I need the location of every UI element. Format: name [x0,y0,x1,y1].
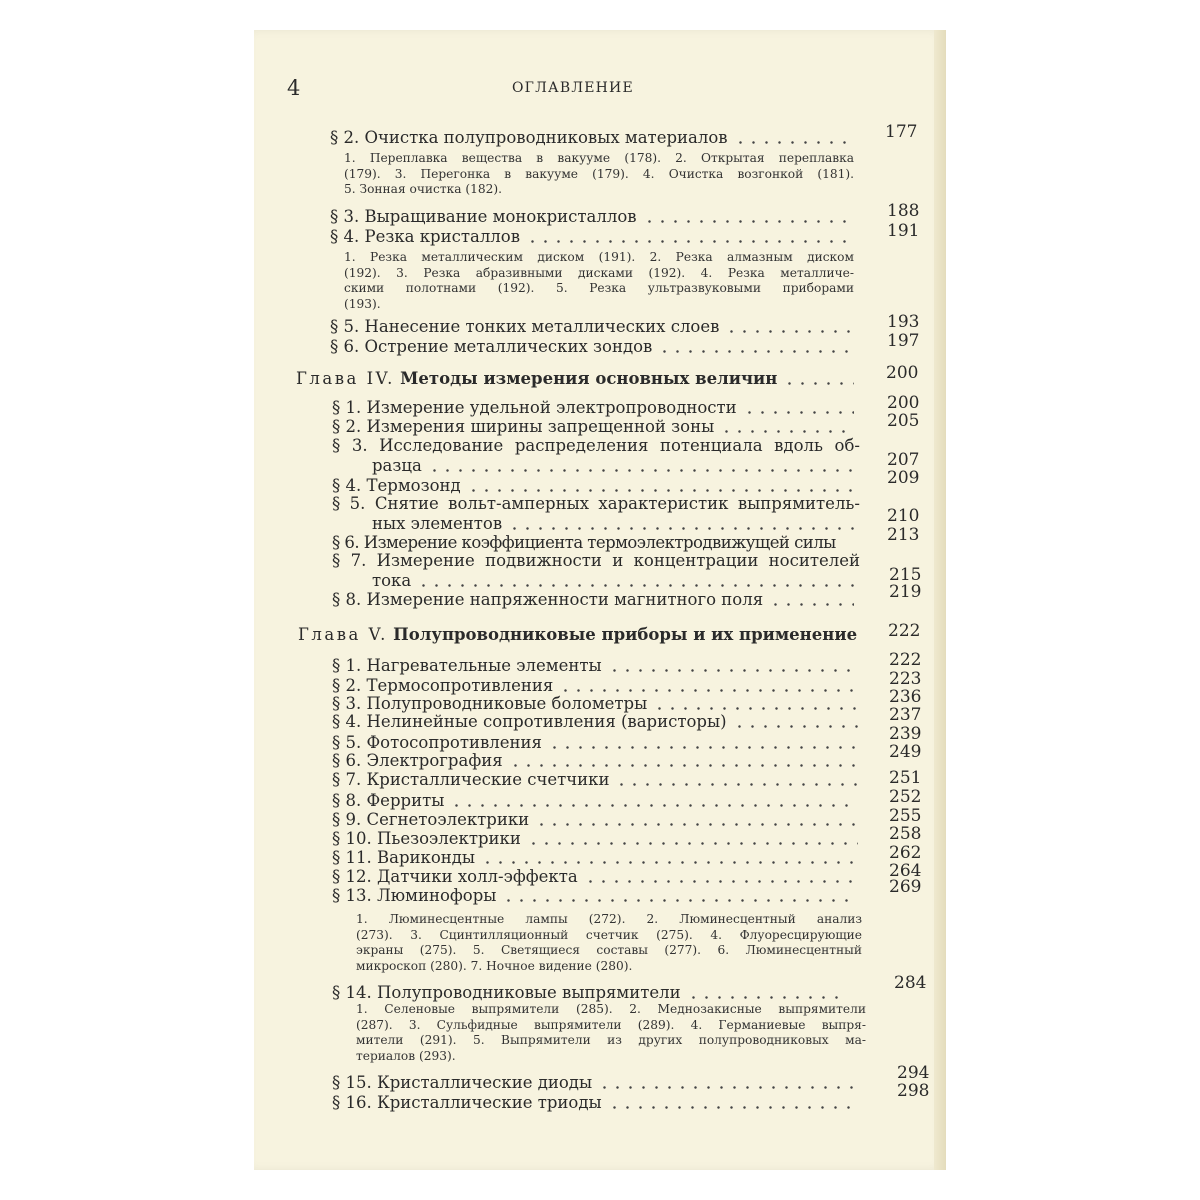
toc-subsections [356,912,862,974]
toc-subsection-line: (287). 3. Сульфидные выпрямители (289). 4. Германиевые выпря- [356,1017,866,1032]
chapter-prefix: Глава IV. [296,369,395,388]
toc-entry [330,221,920,247]
toc-entry [332,582,922,610]
toc-entry-title: § 8. Измерение напряженности магнитного поля [332,590,764,609]
chapter-name: Полупроводниковые приборы и их применение [393,625,858,644]
leader-dots [527,842,858,845]
leader-dots [608,669,858,672]
toc-subsection-line: микроскоп (280). 7. Ночное видение (280). [356,958,633,973]
toc-entry-title: § 4. Резка кристаллов [330,227,521,246]
leader-dots [526,240,854,243]
toc-entry-page: 191 [887,221,920,241]
leader-dots [548,746,858,749]
toc-subsection-line: териалов (293). [356,1048,456,1063]
toc-entry [332,494,920,534]
toc-entry-page: 298 [897,1081,930,1101]
toc-entry-title: § 5. Нанесение тонких металлических слоев [330,317,720,336]
toc-subsection-line: экраны (275). 5. Светящиеся составы (277). 6. Люминесцентный [356,943,862,958]
chapter-name: Методы измерения основных величин [400,369,778,388]
leader-dots [428,469,854,472]
toc-entry-page: 222 [888,621,921,641]
toc-entry-title: § 2. Термосопротивления [332,676,554,695]
toc-entry-title: § 6. Электрография [332,751,503,770]
leader-dots [725,330,854,333]
toc-entry-title-line2: ных элементов [372,514,503,533]
toc-entry [332,705,922,732]
toc-entry-page: 197 [887,331,920,351]
leader-dots [508,527,854,530]
toc-entry-title: § 6. Острение металлических зондов [330,337,653,356]
toc-entry-line2 [332,514,860,534]
toc-entry-page: 205 [887,411,920,431]
toc-entry-page: 264 [889,861,922,881]
toc-entry [330,312,920,337]
toc-entry [332,669,922,696]
toc-entry-title-line1: § 5. Снятие вольт-амперных характеристик выпрямитель- [332,494,860,513]
leader-dots [658,350,854,353]
toc-entry-title: § 1. Измерение удельной электропроводности [332,398,737,417]
toc-entry-page: 252 [889,787,922,807]
toc-entry-page: 294 [897,1063,930,1083]
toc-entry [332,411,920,437]
toc-entry-title: § 11. Вариконды [332,848,476,867]
leader-dots [653,707,858,710]
toc-entry-title: § 6. Измерение коэффициента термоэлектродвижущей силы [332,533,836,552]
toc-entry-title: § 2. Очистка полупроводниковых материалов [330,128,728,147]
toc-chapter [296,363,919,389]
toc-subsection-line: (193). [344,296,381,311]
toc-entry [330,122,918,148]
toc-entry-page: 222 [889,650,922,670]
toc-subsection-line: 5. Зонная очистка (182). [344,182,502,197]
leader-dots [720,430,854,433]
toc-subsection-line: скими полотнами (192). 5. Резка ультразвуковыми приборами [344,281,854,296]
leader-dots [687,996,848,999]
toc-entry [332,393,920,418]
toc-entry-title-line2: тока [372,571,412,590]
toc-entry-page: 251 [889,768,922,788]
toc-entry [332,687,922,714]
toc-entry [332,436,920,476]
leader-dots [615,783,858,786]
leader-dots [643,220,854,223]
toc-chapter-title [298,625,857,645]
toc-entry-title: § 3. Выращивание монокристаллов [330,207,637,226]
toc-entry-page: 210 [887,506,920,526]
toc-entry-page: 207 [887,450,920,470]
toc-entry [332,650,922,676]
toc-entry-title: § 15. Кристаллические диоды [332,1073,593,1092]
toc-entry-page: 188 [887,201,920,221]
toc-subsections [344,250,854,312]
chapter-prefix: Глава V. [298,625,388,644]
leader-dots [481,861,858,864]
toc-entry-title: § 14. Полупроводниковые выпрямители [332,983,681,1002]
leader-dots [733,725,858,728]
leader-dots [769,603,854,606]
toc-entry-page: 200 [887,393,920,413]
toc-entry-page: 262 [889,843,922,863]
leader-dots [467,489,854,492]
running-head: ОГЛАВЛЕНИЕ [512,80,634,96]
toc-entry-page: 237 [889,705,922,725]
toc-entry [332,551,922,591]
toc-entry [332,468,920,496]
leader-dots [417,584,854,587]
toc-entry [332,973,927,1003]
toc-entry-title: § 8. Ферриты [332,791,445,810]
leader-dots [783,382,854,385]
toc-subsection-line: (179). 3. Перегонка в вакууме (179). 4. Очистка возгонкой (181). [344,166,854,181]
toc-entry-page: 215 [889,565,922,585]
toc-entry-title: § 2. Измерения ширины запрещенной зоны [332,417,715,436]
toc-entry-page: 177 [885,122,918,142]
toc-entry-title: § 9. Сегнетоэлектрики [332,810,530,829]
toc-entry [332,843,922,868]
toc-subsections [344,151,854,198]
toc-subsection-line: мители (291). 5. Выпрямители из других полупроводниковых ма- [356,1033,866,1048]
toc-chapter [298,621,921,645]
toc-entry-title-line1: § 3. Исследование распределения потенциала вдоль об- [332,436,860,455]
toc-entry-page: 269 [889,877,922,897]
toc-entry-page: 255 [889,806,922,826]
leader-dots [608,1106,856,1109]
page-number: 4 [287,76,301,100]
toc-entry [332,525,920,553]
leader-dots [509,764,858,767]
toc-chapter-title [296,369,777,389]
toc-subsection-line: 1. Селеновые выпрямители (285). 2. Меднозакисные выпрямители [356,1002,866,1016]
leader-dots [535,823,858,826]
toc-entry-title: § 10. Пьезоэлектрики [332,829,521,848]
leader-dots [734,141,854,144]
toc-subsections [356,1002,866,1064]
toc-entry-page: 249 [889,742,922,762]
toc-subsection-line: 1. Люминесцентные лампы (272). 2. Люминесцентный анализ [356,912,862,926]
toc-entry [332,768,922,790]
leader-dots [584,880,858,883]
toc-entry-title: § 1. Нагревательные элементы [332,656,602,675]
toc-entry-title: § 16. Кристаллические триоды [332,1093,602,1112]
leader-dots [743,411,854,414]
toc-entry-page: 200 [886,363,919,383]
toc-subsection-line: 1. Переплавка вещества в вакууме (178). 2. Открытая переплавка [344,151,854,165]
toc-entry-title: § 3. Полупроводниковые болометры [332,694,648,713]
toc-entry-page: 239 [889,724,922,744]
toc-entry-line2 [332,456,860,476]
toc-entry [332,806,922,830]
toc-entry-title-line2: разца [372,456,422,475]
toc-entry-page: 213 [887,525,920,545]
toc-entry-title: § 5. Фотосопротивления [332,733,542,752]
toc-subsection-line: (192). 3. Резка абразивными дисками (192). 4. Резка металличе- [344,265,854,280]
toc-entry-page: 223 [889,669,922,689]
toc-entry-page: 284 [894,973,927,993]
toc-entry-line2 [332,571,860,591]
toc-entry [330,201,920,227]
leader-dots [559,689,858,692]
toc-entry-title-line1: § 7. Измерение подвижности и концентрации носителей [332,551,860,570]
toc-entry-title: § 13. Люминофоры [332,886,497,905]
toc-entry [332,787,922,811]
leader-dots [502,899,858,902]
toc-entry-title: § 7. Кристаллические счетчики [332,770,610,789]
toc-entry [332,877,922,906]
toc-entry-title: § 4. Нелинейные сопротивления (варисторы) [332,712,727,731]
toc-entry-title: § 12. Датчики холл-эффекта [332,867,578,886]
toc-entry-page: 258 [889,824,922,844]
leader-dots [598,1086,856,1089]
toc-entry-page: 209 [887,468,920,488]
leader-dots [450,804,858,807]
toc-subsection-line: (273). 3. Сцинтилляционный счетчик (275). 4. Флуоресцирующие [356,927,862,942]
toc-entry [332,824,922,849]
toc-entry-page: 219 [889,582,922,602]
toc-subsection-line: 1. Резка металлическим диском (191). 2. Резка алмазным диском [344,250,854,264]
toc-entry-page: 193 [887,312,920,332]
toc-entry-title: § 4. Термозонд [332,476,461,495]
toc-entry [330,331,920,357]
toc-entry-page: 236 [889,687,922,707]
